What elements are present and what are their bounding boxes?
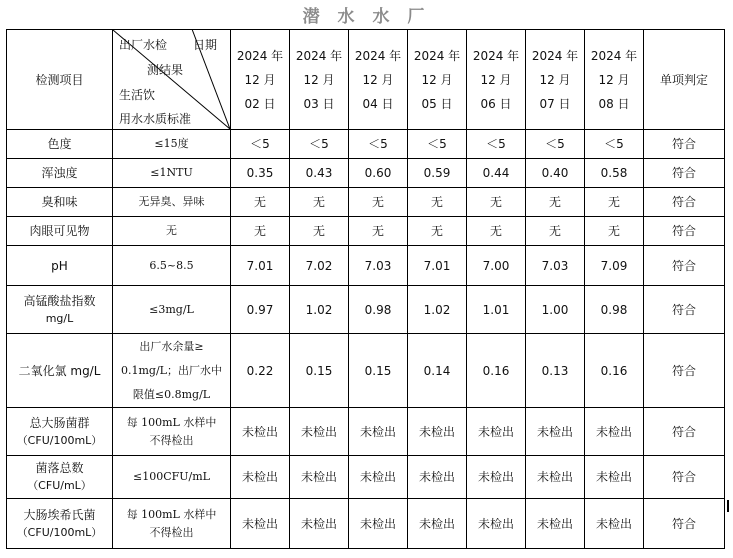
- standard-cell: [113, 188, 231, 217]
- verdict-cell: 符合: [644, 217, 725, 246]
- value-cell: 未检出: [585, 456, 644, 499]
- value-cell: 0.98: [585, 286, 644, 334]
- item-line: 总大肠菌群: [29, 415, 90, 430]
- verdict-cell: 符合: [644, 456, 725, 499]
- verdict-cell: 符合: [644, 159, 725, 188]
- value-cell: 0.59: [408, 159, 467, 188]
- item-line: 臭和味: [41, 195, 78, 209]
- item-cell: [7, 408, 113, 456]
- value-cell: 无: [231, 188, 290, 217]
- item-cell: [7, 334, 113, 408]
- value-cell: 0.40: [526, 159, 585, 188]
- value-cell: 未检出: [349, 499, 408, 549]
- value-cell: 未检出: [408, 499, 467, 549]
- item-line: 肉眼可见物: [29, 224, 90, 238]
- value-cell: 未检出: [290, 456, 349, 499]
- value-cell: 7.03: [349, 246, 408, 286]
- standard-line: ≤100CFU/mL: [133, 470, 210, 483]
- value-cell: 无: [290, 217, 349, 246]
- standard-line: 出厂水余量≥: [139, 339, 204, 353]
- item-line: 二氧化氯 mg/L: [18, 363, 101, 378]
- value-cell: 未检出: [349, 408, 408, 456]
- diag-top-right-label: 日期: [193, 38, 218, 52]
- standard-line: 6.5~8.5: [149, 258, 194, 272]
- value-cell: 无: [290, 188, 349, 217]
- value-cell: 1.02: [408, 286, 467, 334]
- value-cell: ＜5: [408, 130, 467, 159]
- value-cell: 未检出: [408, 408, 467, 456]
- value-cell: 未检出: [349, 456, 408, 499]
- value-cell: 未检出: [231, 499, 290, 549]
- item-cell: [7, 456, 113, 499]
- standard-cell: [113, 408, 231, 456]
- standard-line: 每 100mL 水样中: [126, 415, 217, 429]
- standard-line: ≤3mg/L: [149, 302, 194, 316]
- value-cell: 未检出: [467, 499, 526, 549]
- value-cell: 无: [231, 217, 290, 246]
- value-cell: 0.60: [349, 159, 408, 188]
- item-cell: [7, 286, 113, 334]
- value-cell: 无: [585, 217, 644, 246]
- value-cell: 未检出: [585, 499, 644, 549]
- item-line: （CFU/100mL）: [16, 433, 103, 447]
- item-line: pH: [51, 258, 68, 273]
- standard-cell: [113, 499, 231, 549]
- value-cell: 1.02: [290, 286, 349, 334]
- date-header: 2024 年 12 月 04 日: [349, 30, 408, 130]
- standard-line: 每 100mL 水样中: [126, 507, 217, 521]
- value-cell: 未检出: [467, 408, 526, 456]
- value-cell: ＜5: [290, 130, 349, 159]
- diag-top-left-label: 出厂水检: [119, 38, 168, 52]
- value-cell: ＜5: [467, 130, 526, 159]
- item-line: 大肠埃希氏菌: [23, 507, 96, 522]
- date-header: 2024 年 12 月 02 日: [231, 30, 290, 130]
- value-cell: 0.14: [408, 334, 467, 408]
- table-row: [7, 499, 725, 549]
- value-cell: 未检出: [231, 408, 290, 456]
- item-line: 色度: [47, 137, 72, 151]
- standard-cell: [113, 286, 231, 334]
- item-line: 浑浊度: [41, 166, 78, 180]
- date-header: 2024 年 12 月 06 日: [467, 30, 526, 130]
- diagonal-header: [113, 30, 231, 130]
- value-cell: 无: [408, 188, 467, 217]
- value-cell: 1.00: [526, 286, 585, 334]
- value-cell: 0.97: [231, 286, 290, 334]
- value-cell: 7.01: [231, 246, 290, 286]
- date-header: 2024 年 12 月 08 日: [585, 30, 644, 130]
- value-cell: 未检出: [467, 456, 526, 499]
- value-cell: 0.15: [349, 334, 408, 408]
- standard-cell: [113, 159, 231, 188]
- verdict-cell: 符合: [644, 286, 725, 334]
- item-cell: [7, 130, 113, 159]
- date-header: 2024 年 12 月 03 日: [290, 30, 349, 130]
- value-cell: ＜5: [349, 130, 408, 159]
- verdict-header: 单项判定: [644, 30, 725, 130]
- standard-line: 限值≤0.8mg/L: [132, 387, 211, 401]
- standard-line: ≤1NTU: [150, 166, 193, 179]
- table-row: [7, 334, 725, 408]
- verdict-cell: 符合: [644, 499, 725, 549]
- date-header: 2024 年 12 月 07 日: [526, 30, 585, 130]
- value-cell: 无: [467, 188, 526, 217]
- table-row: [7, 159, 725, 188]
- value-cell: 未检出: [290, 499, 349, 549]
- header-row: [7, 30, 725, 130]
- standard-cell: [113, 130, 231, 159]
- table-row: [7, 130, 725, 159]
- item-cell: [7, 499, 113, 549]
- value-cell: 7.02: [290, 246, 349, 286]
- standard-line: 不得检出: [149, 525, 194, 539]
- value-cell: 0.98: [349, 286, 408, 334]
- value-cell: 未检出: [526, 499, 585, 549]
- value-cell: 无: [526, 217, 585, 246]
- table-row: [7, 246, 725, 286]
- diag-mid-label: 测结果: [147, 63, 184, 77]
- verdict-cell: 符合: [644, 408, 725, 456]
- item-line: 菌落总数: [35, 461, 84, 475]
- value-cell: ＜5: [231, 130, 290, 159]
- value-cell: 7.03: [526, 246, 585, 286]
- value-cell: ＜5: [585, 130, 644, 159]
- value-cell: 无: [408, 217, 467, 246]
- diag-low-label-1: 生活饮: [119, 88, 156, 102]
- value-cell: 0.13: [526, 334, 585, 408]
- table-row: [7, 408, 725, 456]
- standard-cell: [113, 456, 231, 499]
- value-cell: 0.58: [585, 159, 644, 188]
- value-cell: 0.44: [467, 159, 526, 188]
- item-header: 检测项目: [7, 30, 113, 130]
- date-header: 2024 年 12 月 05 日: [408, 30, 467, 130]
- value-cell: 0.22: [231, 334, 290, 408]
- item-line: （CFU/100mL）: [16, 525, 103, 539]
- value-cell: 无: [467, 217, 526, 246]
- value-cell: 7.09: [585, 246, 644, 286]
- standard-cell: [113, 246, 231, 286]
- value-cell: 未检出: [526, 456, 585, 499]
- value-cell: 0.43: [290, 159, 349, 188]
- value-cell: 1.01: [467, 286, 526, 334]
- value-cell: 7.01: [408, 246, 467, 286]
- value-cell: 0.16: [585, 334, 644, 408]
- value-cell: 无: [526, 188, 585, 217]
- water-quality-table: [6, 29, 725, 549]
- value-cell: 未检出: [231, 456, 290, 499]
- value-cell: 7.00: [467, 246, 526, 286]
- value-cell: 未检出: [408, 456, 467, 499]
- value-cell: ＜5: [526, 130, 585, 159]
- standard-line: ≤15度: [154, 137, 189, 150]
- item-line: mg/L: [45, 311, 74, 325]
- value-cell: 未检出: [290, 408, 349, 456]
- verdict-cell: 符合: [644, 246, 725, 286]
- verdict-cell: 符合: [644, 334, 725, 408]
- value-cell: 无: [349, 217, 408, 246]
- table-row: [7, 188, 725, 217]
- verdict-cell: 符合: [644, 188, 725, 217]
- value-cell: 0.35: [231, 159, 290, 188]
- value-cell: 0.16: [467, 334, 526, 408]
- table-row: [7, 217, 725, 246]
- table-row: [7, 286, 725, 334]
- standard-cell: [113, 217, 231, 246]
- standard-line: 0.1mg/L；出厂水中: [121, 363, 222, 377]
- item-cell: [7, 246, 113, 286]
- value-cell: 未检出: [526, 408, 585, 456]
- value-cell: 无: [585, 188, 644, 217]
- standard-line: 不得检出: [149, 433, 194, 447]
- standard-line: 无异臭、异味: [138, 195, 205, 208]
- value-cell: 无: [349, 188, 408, 217]
- standard-line: 无: [166, 224, 177, 237]
- table-row: [7, 456, 725, 499]
- value-cell: 未检出: [585, 408, 644, 456]
- value-cell: 0.15: [290, 334, 349, 408]
- diag-low-label-2: 用水水质标准: [119, 112, 192, 126]
- verdict-cell: 符合: [644, 130, 725, 159]
- item-line: 高锰酸盐指数: [23, 293, 96, 308]
- item-line: （CFU/mL）: [27, 479, 92, 492]
- item-cell: [7, 159, 113, 188]
- standard-cell: [113, 334, 231, 408]
- edge-mark: [727, 500, 729, 512]
- item-cell: [7, 217, 113, 246]
- page-title: 潜 水 水 厂: [302, 7, 431, 27]
- item-cell: [7, 188, 113, 217]
